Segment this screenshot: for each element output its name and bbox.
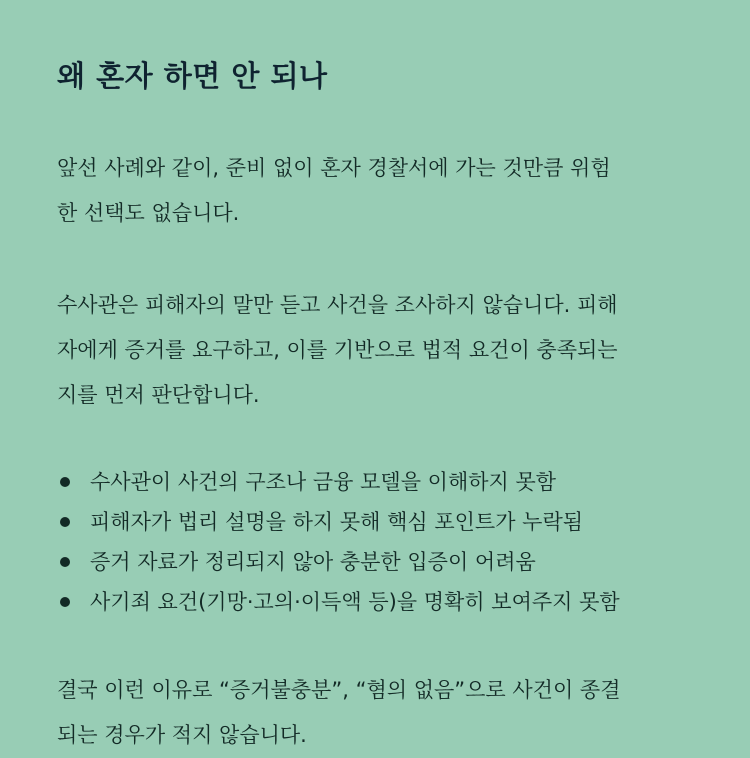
bullet-dot-icon bbox=[60, 597, 70, 607]
list-item bbox=[57, 462, 710, 502]
problem-list bbox=[57, 462, 710, 622]
page-title: 왜 혼자 하면 안 되나 bbox=[57, 59, 328, 93]
investigator-line-3: 지를 먼저 판단합니다. bbox=[57, 383, 260, 407]
investigator-paragraph bbox=[57, 283, 710, 418]
list-item-text: 증거 자료가 정리되지 않아 충분한 입증이 어려움 bbox=[90, 550, 536, 574]
investigator-line-2: 자에게 증거를 요구하고, 이를 기반으로 법적 요건이 충족되는 bbox=[57, 338, 618, 362]
bullet-dot-icon bbox=[60, 557, 70, 567]
investigator-line-1: 수사관은 피해자의 말만 듣고 사건을 조사하지 않습니다. 피해 bbox=[57, 293, 618, 317]
conclusion-paragraph bbox=[57, 668, 710, 758]
list-item-text: 사기죄 요건(기망·고의·이득액 등)을 명확히 보여주지 못함 bbox=[90, 590, 620, 614]
bullet-dot-icon bbox=[60, 477, 70, 487]
list-item bbox=[57, 582, 710, 622]
list-item bbox=[57, 502, 710, 542]
list-item-text: 피해자가 법리 설명을 하지 못해 핵심 포인트가 누락됨 bbox=[90, 510, 584, 534]
intro-paragraph bbox=[57, 146, 710, 236]
conclusion-line-2: 되는 경우가 적지 않습니다. bbox=[57, 723, 307, 747]
list-item-text: 수사관이 사건의 구조나 금융 모델을 이해하지 못함 bbox=[90, 470, 557, 494]
intro-line-1: 앞선 사례와 같이, 준비 없이 혼자 경찰서에 가는 것만큼 위험 bbox=[57, 156, 611, 180]
conclusion-line-1: 결국 이런 이유로 “증거불충분”, “혐의 없음”으로 사건이 종결 bbox=[57, 678, 621, 702]
intro-line-2: 한 선택도 없습니다. bbox=[57, 201, 240, 225]
list-item bbox=[57, 542, 710, 582]
bullet-dot-icon bbox=[60, 517, 70, 527]
